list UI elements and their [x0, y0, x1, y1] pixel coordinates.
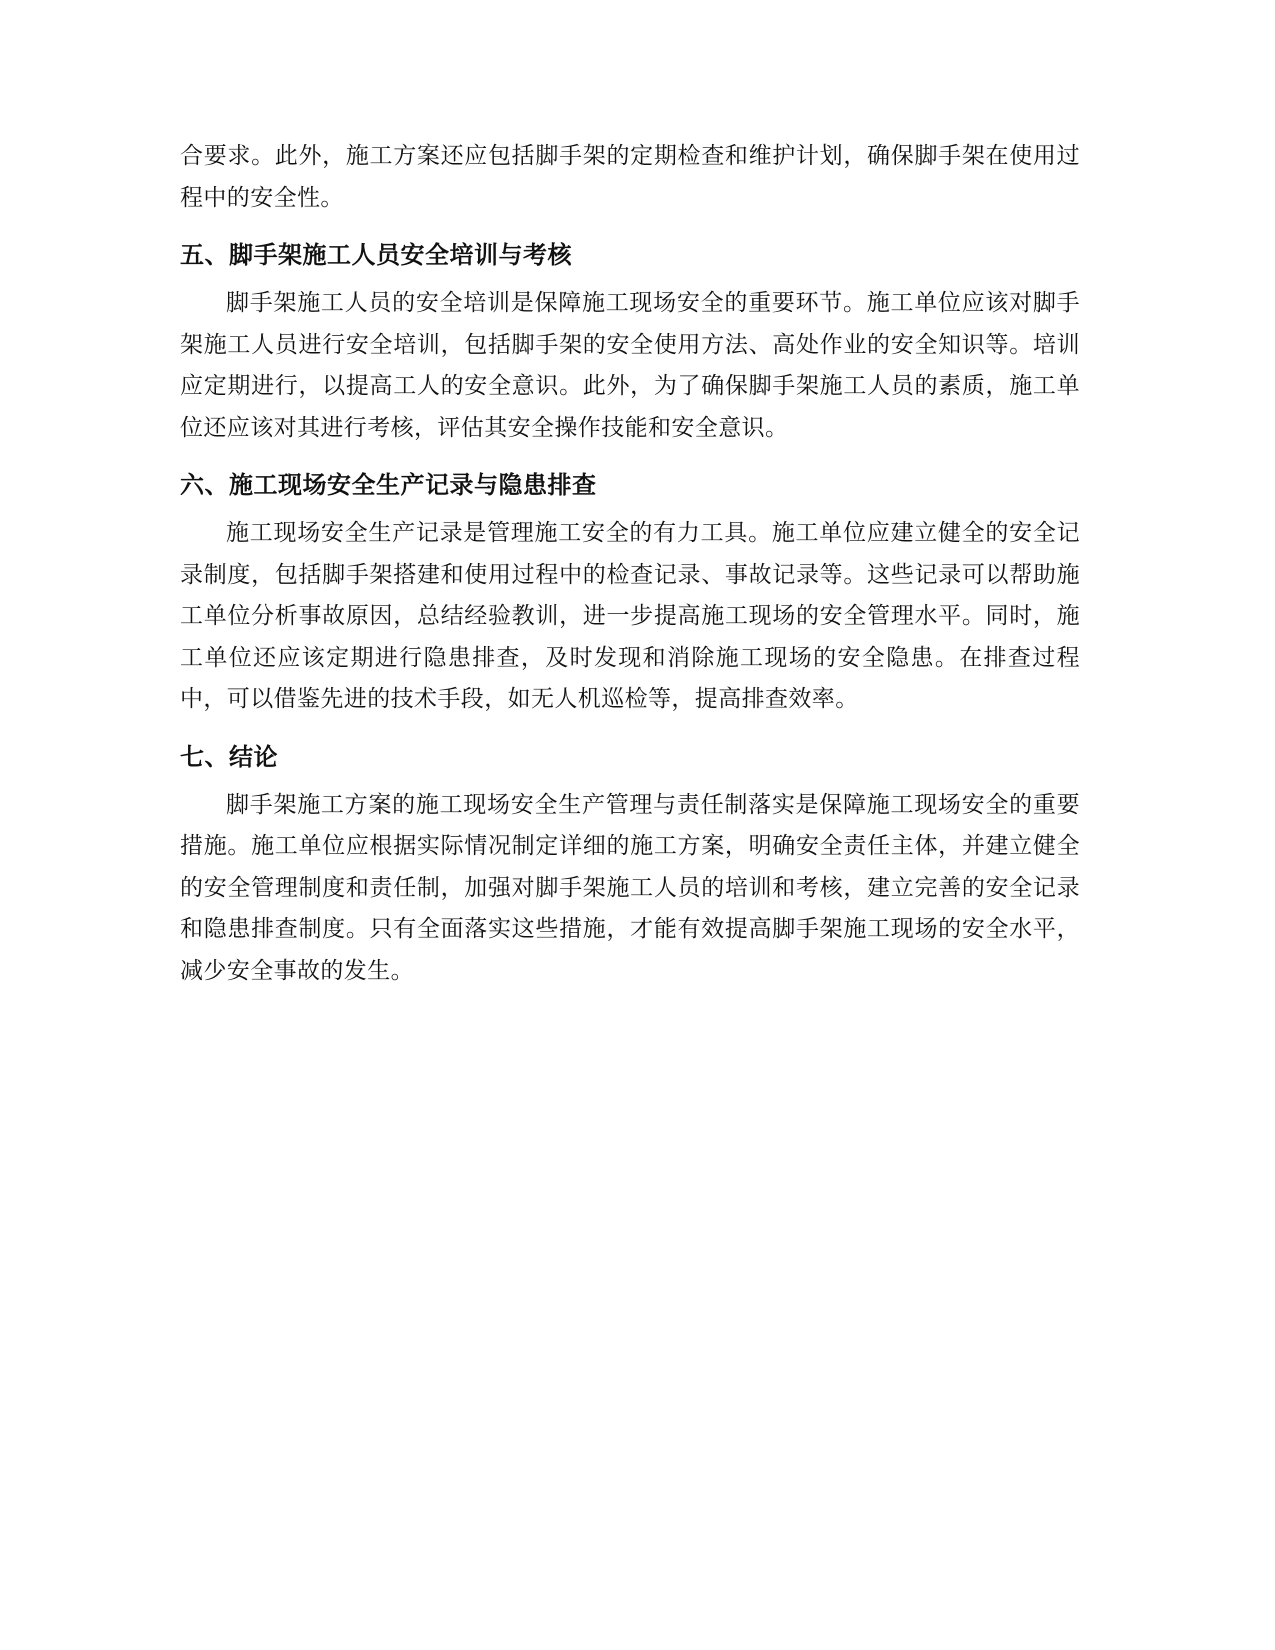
- section-7-paragraph: 脚手架施工方案的施工现场安全生产管理与责任制落实是保障施工现场安全的重要措施。施工单位应根据实际情况制定详细的施工方案，明确安全责任主体，并建立健全的安全管理制度和责任制，加强对脚手架施工人员的培训和考核，建立完善的安全记录和隐患排查制度。只有全面落实这些措施，才能有效提高脚手架施工现场的安全水平，减少安全事故的发生。: [180, 791, 1080, 984]
- section-7-heading: 七、结论: [180, 742, 278, 771]
- section-6-heading: 六、施工现场安全生产记录与隐患排查: [180, 471, 597, 499]
- section-6-paragraph: 施工现场安全生产记录是管理施工安全的有力工具。施工单位应建立健全的安全记录制度，包括脚手架搭建和使用过程中的检查记录、事故记录等。这些记录可以帮助施工单位分析事故原因，总结经验教训，进一步提高施工现场的安全管理水平。同时，施工单位还应该定期进行隐患排查，及时发现和消除施工现场的安全隐患。在排查过程中，可以借鉴先进的技术手段，如无人机巡检等，提高排查效率。: [180, 520, 1080, 712]
- section-5-paragraph: 脚手架施工人员的安全培训是保障施工现场安全的重要环节。施工单位应该对脚手架施工人员进行安全培训，包括脚手架的安全使用方法、高处作业的安全知识等。培训应定期进行，以提高工人的安全意识。此外，为了确保脚手架施工人员的素质，施工单位还应该对其进行考核，评估其安全操作技能和安全意识。: [180, 290, 1080, 441]
- section-5-heading: 五、脚手架施工人员安全培训与考核: [180, 241, 572, 269]
- document-page: [180, 136, 1080, 992]
- intro-paragraph: 合要求。此外，施工方案还应包括脚手架的定期检查和维护计划，确保脚手架在使用过程中的安全性。: [180, 143, 1080, 211]
